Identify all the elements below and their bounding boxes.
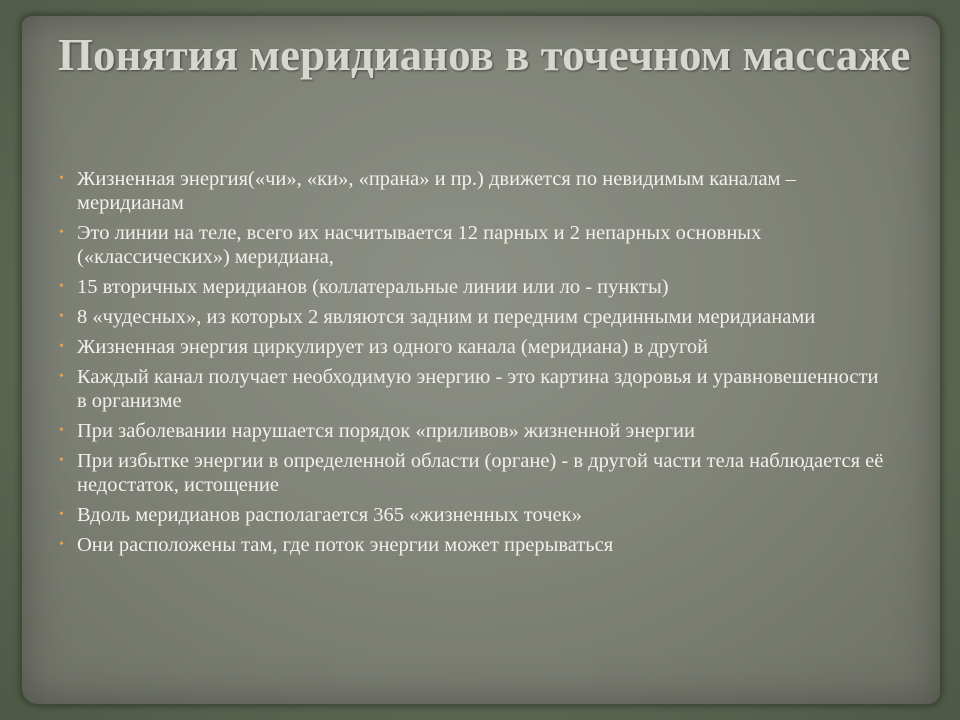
bullet-text: Жизненная энергия(«чи», «ки», «прана» и пр.) движется по невидимым каналам – меридианам (77, 168, 796, 214)
bullet-icon: • (59, 309, 64, 324)
bullet-icon: • (59, 507, 64, 522)
bullet-list (59, 167, 889, 563)
bullet-icon: • (59, 537, 64, 552)
bullet-icon: • (59, 225, 64, 240)
bullet-text: Это линии на теле, всего их насчитывается 12 парных и 2 непарных основных («классических») меридиана, (77, 222, 762, 268)
bullet-item (59, 167, 889, 215)
bullet-item (59, 335, 889, 359)
bullet-item (59, 221, 889, 269)
bullet-item (59, 449, 889, 497)
bullet-item (59, 419, 889, 443)
bullet-text: 8 «чудесных», из которых 2 являются задним и передним срединными меридианами (77, 306, 816, 328)
bullet-icon: • (59, 453, 64, 468)
bullet-icon: • (59, 171, 64, 186)
bullet-icon: • (59, 339, 64, 354)
bullet-text: Каждый канал получает необходимую энергию - это картина здоровья и уравновешенности в организме (77, 366, 879, 412)
bullet-text: При заболевании нарушается порядок «приливов» жизненной энергии (77, 420, 695, 442)
bullet-text: Вдоль меридианов располагается 365 «жизненных точек» (77, 504, 582, 526)
bullet-text: Они расположены там, где поток энергии может прерываться (77, 534, 614, 556)
bullet-icon: • (59, 279, 64, 294)
bullet-text: 15 вторичных меридианов (коллатеральные линии или ло - пункты) (77, 276, 669, 298)
slide-title: Понятия меридианов в точечном массаже (58, 30, 911, 80)
bullet-item (59, 305, 889, 329)
bullet-icon: • (59, 369, 64, 384)
bullet-item (59, 365, 889, 413)
bullet-text: Жизненная энергия циркулирует из одного канала (меридиана) в другой (77, 336, 709, 358)
bullet-item (59, 533, 889, 557)
bullet-text: При избытке энергии в определенной области (органе) - в другой части тела наблюдается её недостаток, истощение (77, 450, 884, 496)
bullet-item (59, 275, 889, 299)
bullet-item (59, 503, 889, 527)
bullet-icon: • (59, 423, 64, 438)
